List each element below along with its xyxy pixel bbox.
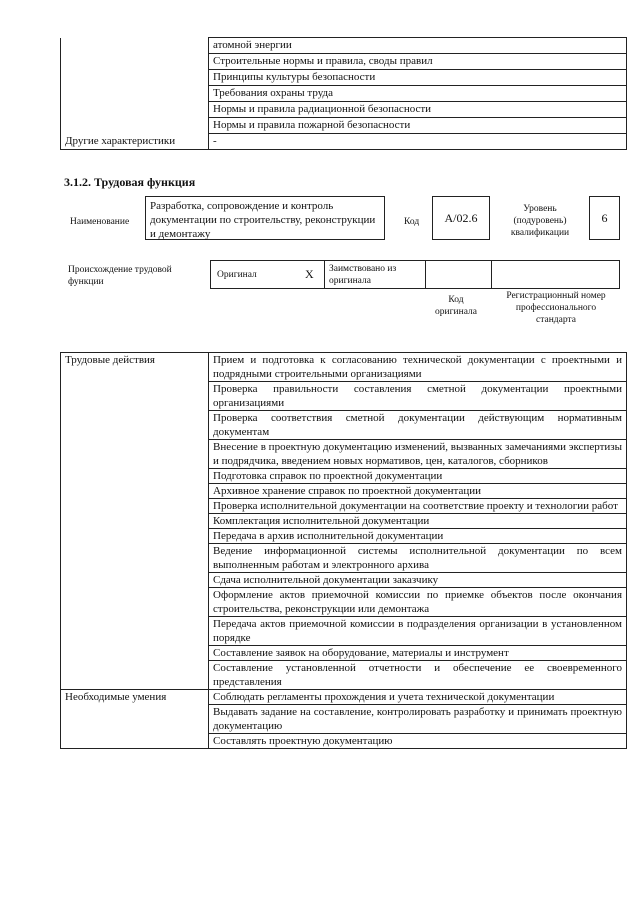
row-label (61, 86, 209, 102)
level-box (589, 196, 620, 240)
name-label: Наименование (70, 217, 130, 227)
row-label (61, 70, 209, 86)
row-label (61, 38, 209, 54)
function-name: Разработка, сопровождение и контроль документации по строительству, реконструкции и демонтажу (150, 200, 376, 240)
row-label: Другие характеристики (61, 134, 209, 150)
row-label (61, 54, 209, 70)
table-row (61, 118, 627, 134)
row-label (61, 102, 209, 118)
level-label: Уровень (подуровень) квалификации (510, 204, 570, 238)
code-original-label: Код оригинала (435, 295, 477, 317)
list-item: Оформление актов приемочной комиссии по приемке объектов после окончания строительства, реконструкции или демонтажа (209, 588, 627, 617)
code-box (432, 196, 490, 240)
row-value: Нормы и правила радиационной безопасности (209, 102, 627, 118)
row-label (61, 118, 209, 134)
table-row (61, 353, 627, 382)
table-row (61, 70, 627, 86)
row-value: Нормы и правила пожарной безопасности (209, 118, 627, 134)
table-row (61, 102, 627, 118)
table-row (61, 38, 627, 54)
labor-actions-table (60, 352, 627, 749)
knowledge-table (60, 37, 627, 150)
row-value: Строительные нормы и правила, своды правил (209, 54, 627, 70)
list-item: Проверка исполнительной документации на соответствие проекту и технологии работ (209, 499, 627, 514)
list-item: Внесение в проектную документацию изменений, вызванных замечаниями экспертизы и подрядчика, введением новых нормативов, цен, каталогов, сборников (209, 440, 627, 469)
list-item: Выдавать задание на составление, контролировать разработку и принимать проектную документацию (209, 705, 627, 734)
list-item: Ведение информационной системы исполнительной документации по всем выполненным работам и электронного архива (209, 544, 627, 573)
list-item: Сдача исполнительной документации заказчику (209, 573, 627, 588)
cell-divider-3 (491, 261, 492, 288)
list-item: Проверка правильности составления сметной документации проектными организациями (209, 382, 627, 411)
code-value: А/02.6 (444, 211, 478, 225)
table-row (61, 690, 627, 705)
original-label: Оригинал (217, 270, 257, 280)
list-item: Проверка соответствия сметной документации действующим нормативным документам (209, 411, 627, 440)
section-title: 3.1.2. Трудовая функция (64, 175, 196, 189)
cell-divider-2 (425, 261, 426, 288)
function-name-box (145, 196, 385, 240)
table-row (61, 86, 627, 102)
cell-divider-1 (324, 261, 325, 288)
list-item: Передача актов приемочной комиссии в подразделения организации в установленном порядке (209, 617, 627, 646)
level-value: 6 (601, 211, 608, 225)
list-item: Подготовка справок по проектной документации (209, 469, 627, 484)
list-item: Составление установленной отчетности и обеспечение ее своевременного представления (209, 661, 627, 690)
code-label: Код (404, 217, 420, 227)
list-item: Комплектация исполнительной документации (209, 514, 627, 529)
original-mark: X (305, 267, 314, 281)
row-value: Требования охраны труда (209, 86, 627, 102)
list-item: Составление заявок на оборудование, материалы и инструмент (209, 646, 627, 661)
row-value: Принципы культуры безопасности (209, 70, 627, 86)
reg-number-label: Регистрационный номер профессионального стандарта (506, 291, 606, 325)
group-label: Необходимые умения (61, 690, 209, 749)
borrowed-label: Заимствовано из оригинала (329, 264, 397, 286)
row-value: атомной энергии (209, 38, 627, 54)
group-label: Трудовые действия (61, 353, 209, 690)
list-item: Передача в архив исполнительной документации (209, 529, 627, 544)
origin-label: Происхождение трудовой функции (68, 265, 172, 287)
row-value: - (209, 134, 627, 150)
list-item: Архивное хранение справок по проектной документации (209, 484, 627, 499)
origin-table (210, 260, 620, 289)
list-item: Составлять проектную документацию (209, 734, 627, 749)
list-item: Прием и подготовка к согласованию технической документации с проектными и подрядными строительными организациями (209, 353, 627, 382)
table-row (61, 54, 627, 70)
list-item: Соблюдать регламенты прохождения и учета технической документации (209, 690, 627, 705)
table-row (61, 134, 627, 150)
